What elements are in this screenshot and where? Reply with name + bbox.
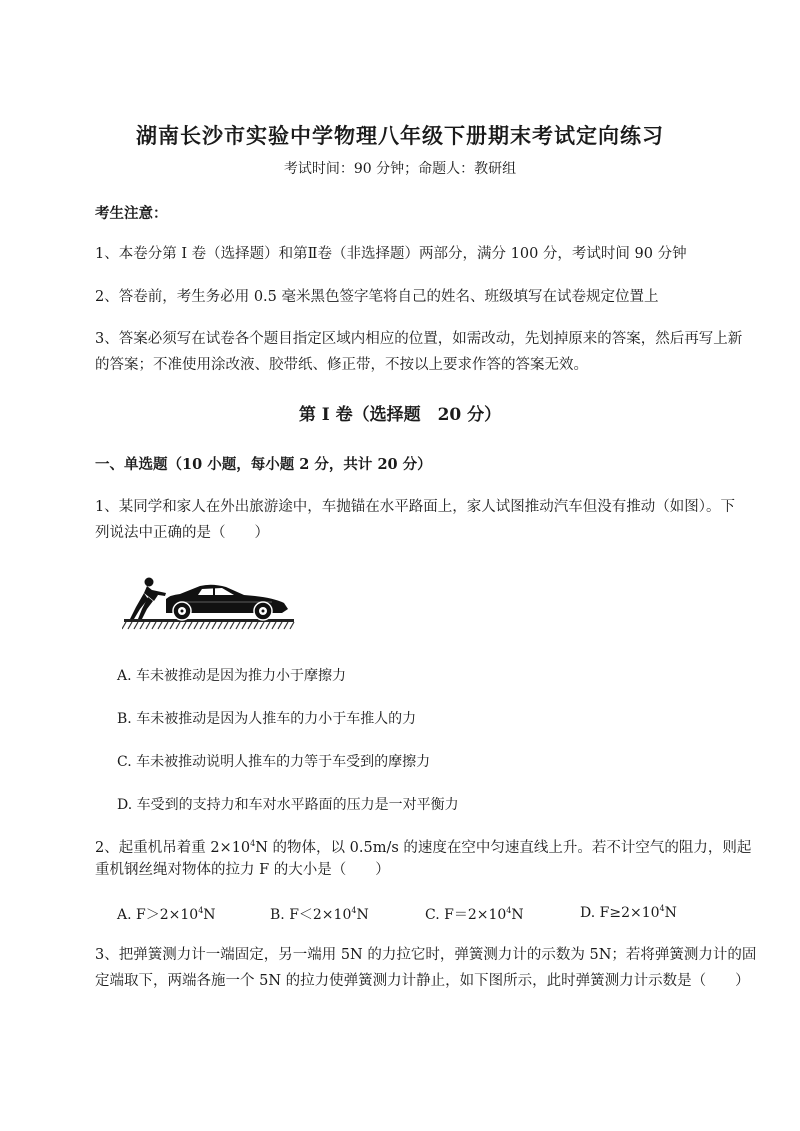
option-a-exp: 4: [198, 906, 204, 915]
question-1-line1: 1、某同学和家人在外出旅游途中，车抛锚在水平路面上，家人试图推动汽车但没有推动（如图）。下: [95, 499, 735, 515]
question-2-line2: 重机钢丝绳对物体的拉力 F 的大小是（ ）: [95, 862, 390, 878]
question-1-line2: 列说法中正确的是（ ）: [95, 525, 269, 541]
option-c-exp: 4: [506, 906, 512, 915]
option-c-unit: N: [511, 907, 524, 923]
question-1-option-d[interactable]: D. 车受到的支持力和车对水平路面的压力是一对平衡力: [117, 797, 459, 813]
page-title: 湖南长沙市实验中学物理八年级下册期末考试定向练习: [136, 123, 664, 148]
question-2-option-a[interactable]: [117, 904, 216, 924]
option-d-unit: N: [664, 905, 677, 921]
option-a-text: A. F＞2×10: [117, 907, 199, 923]
notice-item-3-cont: 的答案；不准使用涂改液、胶带纸、修正带，不按以上要求作答的答案无效。: [95, 357, 588, 373]
section-title: 第 I 卷（选择题 20 分）: [298, 405, 502, 425]
question-1-option-a[interactable]: A. 车未被推动是因为推力小于摩擦力: [117, 668, 347, 684]
question-2-exponent: 4: [250, 839, 256, 848]
question-3-line2: 定端取下，两端各施一个 5N 的拉力使弹簧测力计静止，如下图所示，此时弹簧测力计示数是（ ）: [95, 973, 750, 989]
exam-info: 考试时间：90 分钟；命题人：教研组: [283, 161, 517, 177]
option-d-text: D. F≥2×10: [580, 905, 660, 921]
question-2-option-d[interactable]: [580, 904, 677, 921]
notice-item-2: 2、答卷前，考生务必用 0.5 毫米黑色签字笔将自己的姓名、班级填写在试卷规定位置上: [95, 289, 659, 305]
question-2-option-c[interactable]: [425, 904, 524, 924]
option-b-text: B. F＜2×10: [270, 907, 352, 923]
question-1-option-b[interactable]: B. 车未被推动是因为人推车的力小于车推人的力: [117, 711, 417, 727]
option-d-exp: 4: [659, 904, 665, 913]
notice-item-3: 3、答案必须写在试卷各个题目指定区域内相应的位置，如需改动，先划掉原来的答案，然后再写上新: [95, 331, 743, 347]
option-b-unit: N: [356, 907, 369, 923]
notice-heading: 考生注意：: [95, 205, 168, 222]
option-b-exp: 4: [351, 906, 357, 915]
part-heading: 一、单选题（10 小题，每小题 2 分，共计 20 分）: [95, 456, 432, 473]
notice-item-1: 1、本卷分第 I 卷（选择题）和第Ⅱ卷（非选择题）两部分，满分 100 分，考试时间 90 分钟: [95, 246, 687, 262]
option-c-text: C. F＝2×10: [425, 907, 507, 923]
question-2-text-a: 2、起重机吊着重 2×10: [95, 840, 251, 856]
car-push-figure: [122, 573, 297, 631]
question-3-line1: 3、把弹簧测力计一端固定，另一端用 5N 的力拉它时，弹簧测力计的示数为 5N；若将弹簧测力计的固: [95, 947, 757, 963]
question-2-option-b[interactable]: [270, 904, 369, 924]
option-a-unit: N: [203, 907, 216, 923]
question-1-option-c[interactable]: C. 车未被推动说明人推车的力等于车受到的摩擦力: [117, 754, 431, 770]
question-2-text-b: N 的物体，以 0.5m/s 的速度在空中匀速直线上升。若不计空气的阻力，则起: [255, 840, 752, 856]
